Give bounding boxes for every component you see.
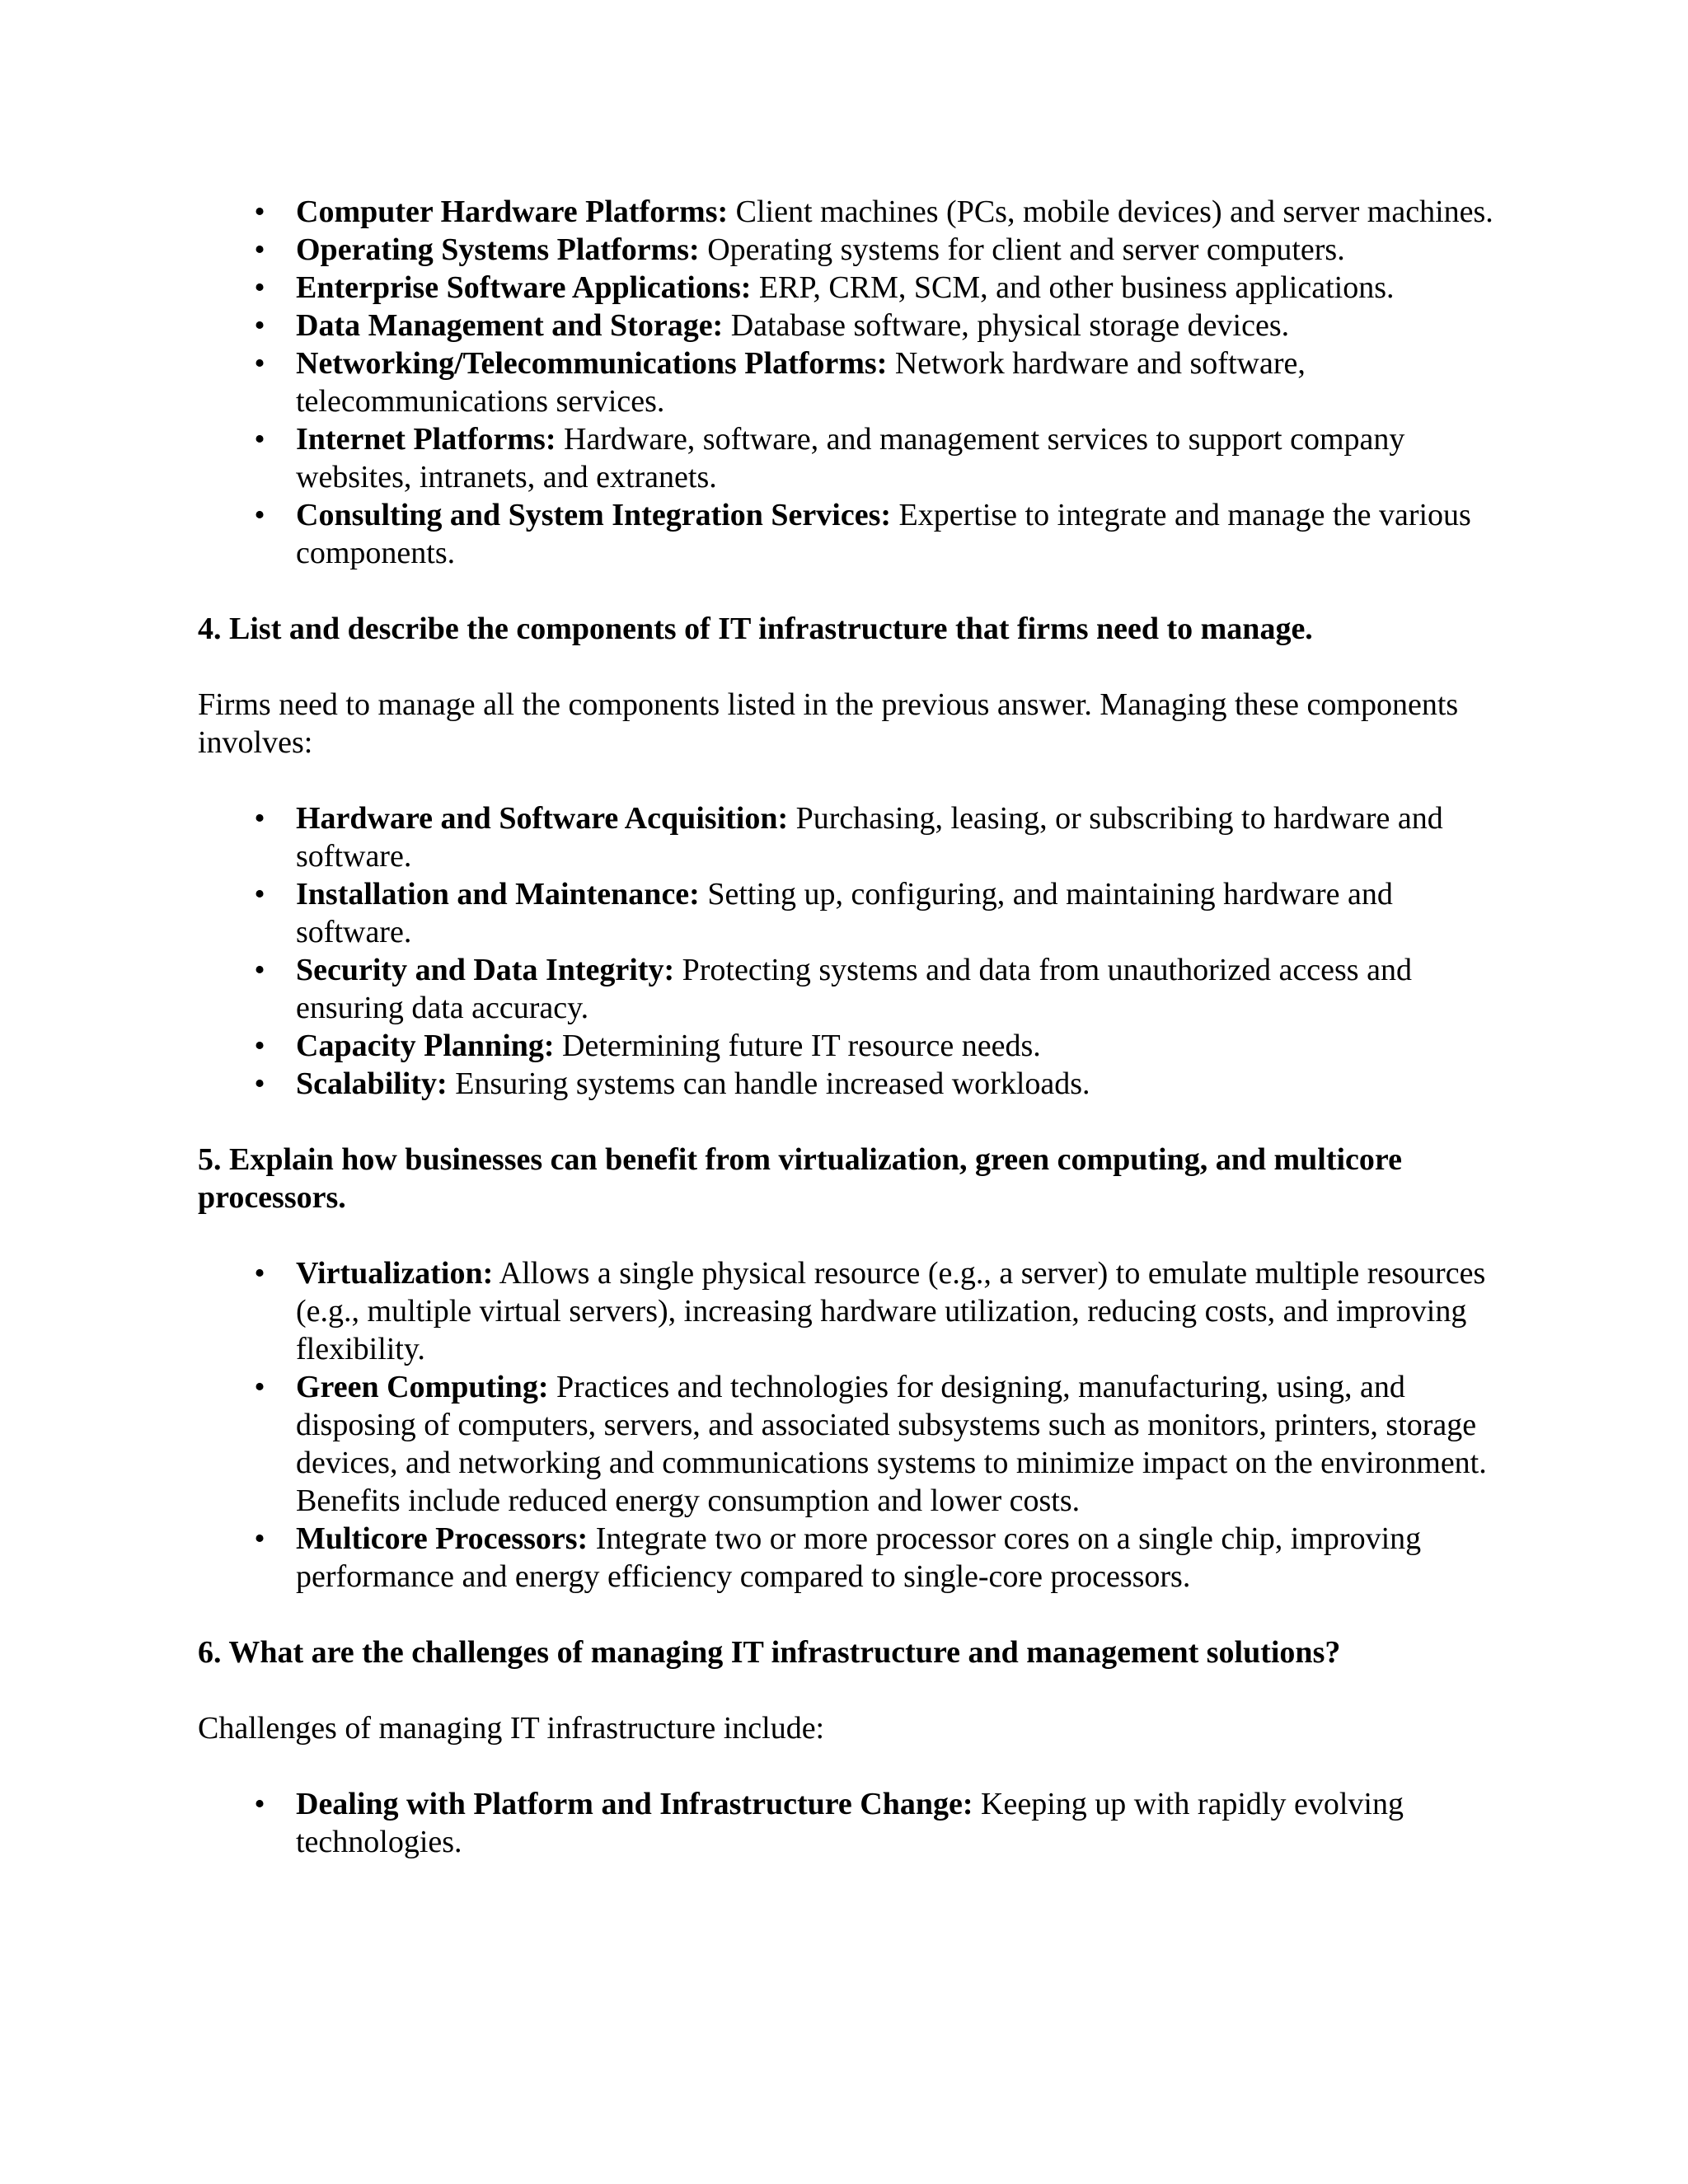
list-item xyxy=(198,496,1496,572)
list-item xyxy=(198,799,1496,875)
list-item-term: Virtualization: xyxy=(296,1256,494,1291)
list-item-desc: Setting up, configuring, and maintaining hardware and software. xyxy=(296,877,1393,949)
bullet-icon: • xyxy=(254,877,265,912)
spacer xyxy=(198,1671,1496,1709)
bullet-icon: • xyxy=(254,1521,265,1556)
list-item xyxy=(198,1254,1496,1368)
list-item-desc: Determining future IT resource needs. xyxy=(554,1029,1041,1063)
list-item-term: Dealing with Platform and Infrastructure Change: xyxy=(296,1787,973,1821)
list-item-desc: Client machines (PCs, mobile devices) and server machines. xyxy=(728,194,1493,229)
bullet-icon: • xyxy=(254,270,265,305)
list-item xyxy=(198,951,1496,1027)
section-6-heading: 6. What are the challenges of managing IT infrastructure and management solutions? xyxy=(198,1635,1341,1670)
list-item-desc: Allows a single physical resource (e.g., a server) to emulate multiple resources (e.g., multiple virtual servers), increasing hardware utilization, reducing costs, and improving flexibility. xyxy=(296,1256,1486,1366)
list-item-desc: Purchasing, leasing, or subscribing to hardware and software. xyxy=(296,801,1443,874)
spacer xyxy=(198,1216,1496,1254)
list-item-term: Operating Systems Platforms: xyxy=(296,232,700,267)
bullet-icon: • xyxy=(254,346,265,381)
list-item-term: Computer Hardware Platforms: xyxy=(296,194,729,229)
list-item xyxy=(198,307,1496,344)
bullet-icon: • xyxy=(254,1370,265,1404)
spacer xyxy=(198,572,1496,610)
spacer xyxy=(198,762,1496,799)
bullet-icon: • xyxy=(254,801,265,836)
list-item-desc: Keeping up with rapidly evolving technologies. xyxy=(296,1787,1404,1859)
list-item-desc: Ensuring systems can handle increased workloads. xyxy=(447,1066,1090,1101)
spacer xyxy=(198,1103,1496,1141)
section-5-heading: 5. Explain how businesses can benefit from virtualization, green computing, and multicore processors. xyxy=(198,1142,1402,1215)
spacer xyxy=(198,1596,1496,1633)
list-item-desc: ERP, CRM, SCM, and other business applications. xyxy=(751,270,1395,305)
list-item-desc: Hardware, software, and management services to support company websites, intranets, and extranets. xyxy=(296,422,1405,494)
list-item-desc: Expertise to integrate and manage the various components. xyxy=(296,498,1471,570)
list-item xyxy=(198,1785,1496,1861)
list-item xyxy=(198,1065,1496,1103)
list-item-term: Data Management and Storage: xyxy=(296,308,724,343)
list-item-desc: Network hardware and software, telecommunications services. xyxy=(296,346,1306,419)
bullet-icon: • xyxy=(254,498,265,532)
list-item xyxy=(198,875,1496,951)
bullet-icon: • xyxy=(254,308,265,343)
list-item xyxy=(198,269,1496,307)
list-item xyxy=(198,1027,1496,1065)
section-6-list xyxy=(198,1785,1496,1861)
section-4-list xyxy=(198,799,1496,1103)
list-item-term: Scalability: xyxy=(296,1066,448,1101)
bullet-icon: • xyxy=(254,1029,265,1063)
list-item-term: Multicore Processors: xyxy=(296,1521,588,1556)
bullet-icon: • xyxy=(254,953,265,987)
list-item xyxy=(198,344,1496,420)
document-page xyxy=(198,193,1496,1861)
spacer xyxy=(198,1747,1496,1785)
bullet-icon: • xyxy=(254,1256,265,1291)
bullet-icon: • xyxy=(254,422,265,457)
list-item-term: Installation and Maintenance: xyxy=(296,877,700,912)
bullet-icon: • xyxy=(254,1066,265,1101)
section-4-intro: Firms need to manage all the components listed in the previous answer. Managing these components involves: xyxy=(198,687,1459,760)
list-item-desc: Practices and technologies for designing, manufacturing, using, and disposing of computers, servers, and associated subsystems such as monitors, printers, storage devices, and networking and communications systems to minimize impact on the environment. Benefits include reduced energy consumption and lower costs. xyxy=(296,1370,1487,1518)
bullet-icon: • xyxy=(254,232,265,267)
list-item xyxy=(198,193,1496,231)
list-item-term: Hardware and Software Acquisition: xyxy=(296,801,789,836)
list-item-term: Consulting and System Integration Services: xyxy=(296,498,892,532)
list-item-term: Capacity Planning: xyxy=(296,1029,555,1063)
list-item-desc: Integrate two or more processor cores on a single chip, improving performance and energy efficiency compared to single-core processors. xyxy=(296,1521,1422,1594)
bullet-icon: • xyxy=(254,194,265,229)
spacer xyxy=(198,648,1496,686)
list-item-term: Green Computing: xyxy=(296,1370,549,1404)
list-item-term: Networking/Telecommunications Platforms: xyxy=(296,346,888,381)
list-item-desc: Protecting systems and data from unauthorized access and ensuring data accuracy. xyxy=(296,953,1412,1025)
list-item-term: Security and Data Integrity: xyxy=(296,953,675,987)
list-item xyxy=(198,231,1496,269)
list-item-term: Enterprise Software Applications: xyxy=(296,270,752,305)
list-item-desc: Operating systems for client and server computers. xyxy=(699,232,1345,267)
list-item xyxy=(198,1520,1496,1596)
section-3-list xyxy=(198,193,1496,572)
list-item-term: Internet Platforms: xyxy=(296,422,556,457)
bullet-icon: • xyxy=(254,1787,265,1821)
list-item xyxy=(198,420,1496,496)
section-5-list xyxy=(198,1254,1496,1596)
list-item-desc: Database software, physical storage devices. xyxy=(723,308,1290,343)
section-6-intro: Challenges of managing IT infrastructure include: xyxy=(198,1711,825,1746)
section-4-heading: 4. List and describe the components of IT infrastructure that firms need to manage. xyxy=(198,612,1313,646)
list-item xyxy=(198,1368,1496,1520)
